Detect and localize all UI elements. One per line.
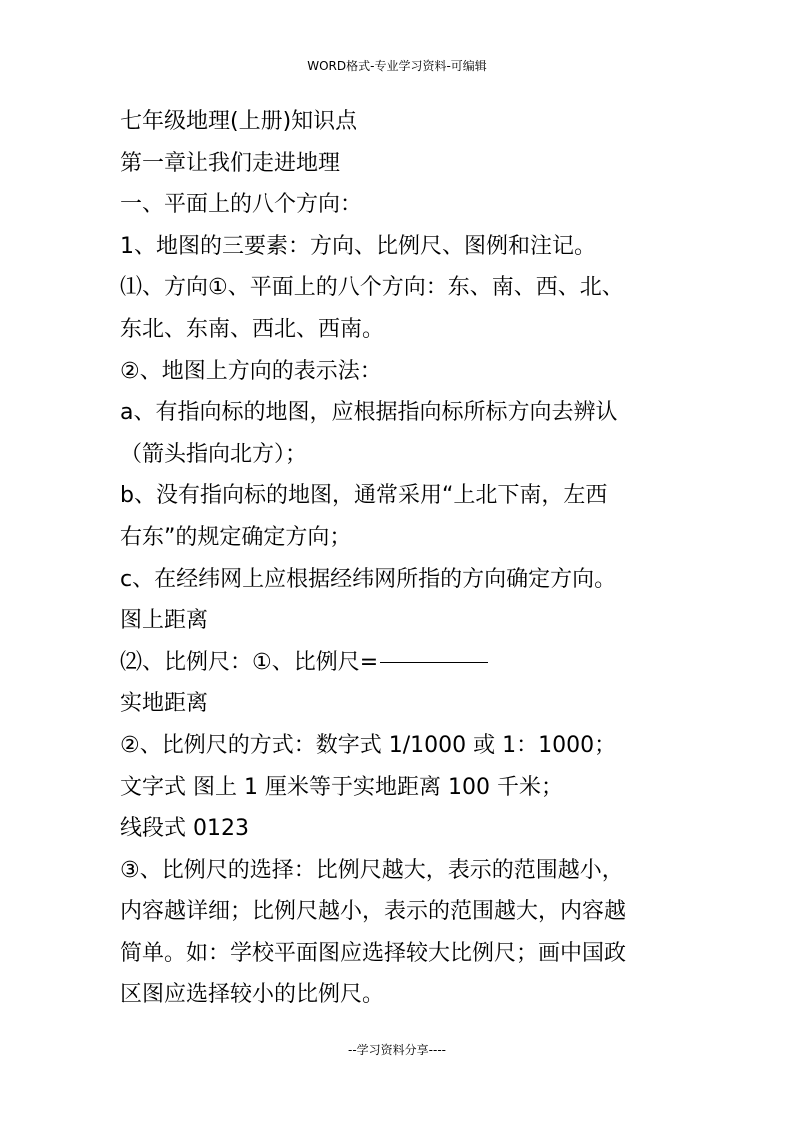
text-line: ②、地图上方向的表示法： xyxy=(120,358,382,384)
text-line: 内容越详细；比例尺越小，表示的范围越大，内容越 xyxy=(120,899,627,925)
scale-formula-line xyxy=(120,642,680,684)
text-line: 右东”的规定确定方向； xyxy=(120,524,352,550)
text-line: 1、地图的三要素：方向、比例尺、图例和注记。 xyxy=(120,233,596,259)
text-line: 线段式 0123 xyxy=(120,816,249,842)
page-header: WORD格式-专业学习资料-可编辑 xyxy=(307,59,487,73)
chapter-heading: 第一章让我们走进地理 xyxy=(120,150,341,176)
page-footer: --学习资料分享---- xyxy=(348,1043,446,1057)
text-line: 简单。如：学校平面图应选择较大比例尺；画中国政 xyxy=(120,940,627,966)
fraction-denominator: 实地距离 xyxy=(120,691,209,717)
text-line: ⑴、方向①、平面上的八个方向：东、南、西、北、 xyxy=(120,275,624,301)
fraction-numerator: 图上距离 xyxy=(120,608,209,634)
fraction-bar xyxy=(380,662,488,663)
text-line: （箭头指向北方）； xyxy=(120,441,308,467)
text-line: 区图应选择较小的比例尺。 xyxy=(120,982,385,1008)
text-line: 东北、东南、西北、西南。 xyxy=(120,316,385,342)
text-line: ②、比例尺的方式：数字式 1/1000 或 1：1000； xyxy=(120,732,617,758)
text-line: a、有指向标的地图，应根据指向标所标方向去辨认 xyxy=(120,400,618,426)
document-title: 七年级地理(上册)知识点 xyxy=(120,109,358,134)
text-line: ③、比例尺的选择：比例尺越大，表示的范围越小， xyxy=(120,857,624,883)
document-body xyxy=(120,101,680,1016)
text-line: b、没有指向标的地图，通常采用“上北下南，左西 xyxy=(120,483,608,509)
text-line: 文字式 图上 1 厘米等于实地距离 100 千米； xyxy=(120,774,563,800)
text-line: c、在经纬网上应根据经纬网所指的方向确定方向。 xyxy=(120,566,617,592)
scale-formula-text: ⑵、比例尺：①、比例尺= xyxy=(120,649,379,675)
section-heading: 一、平面上的八个方向： xyxy=(120,192,363,218)
